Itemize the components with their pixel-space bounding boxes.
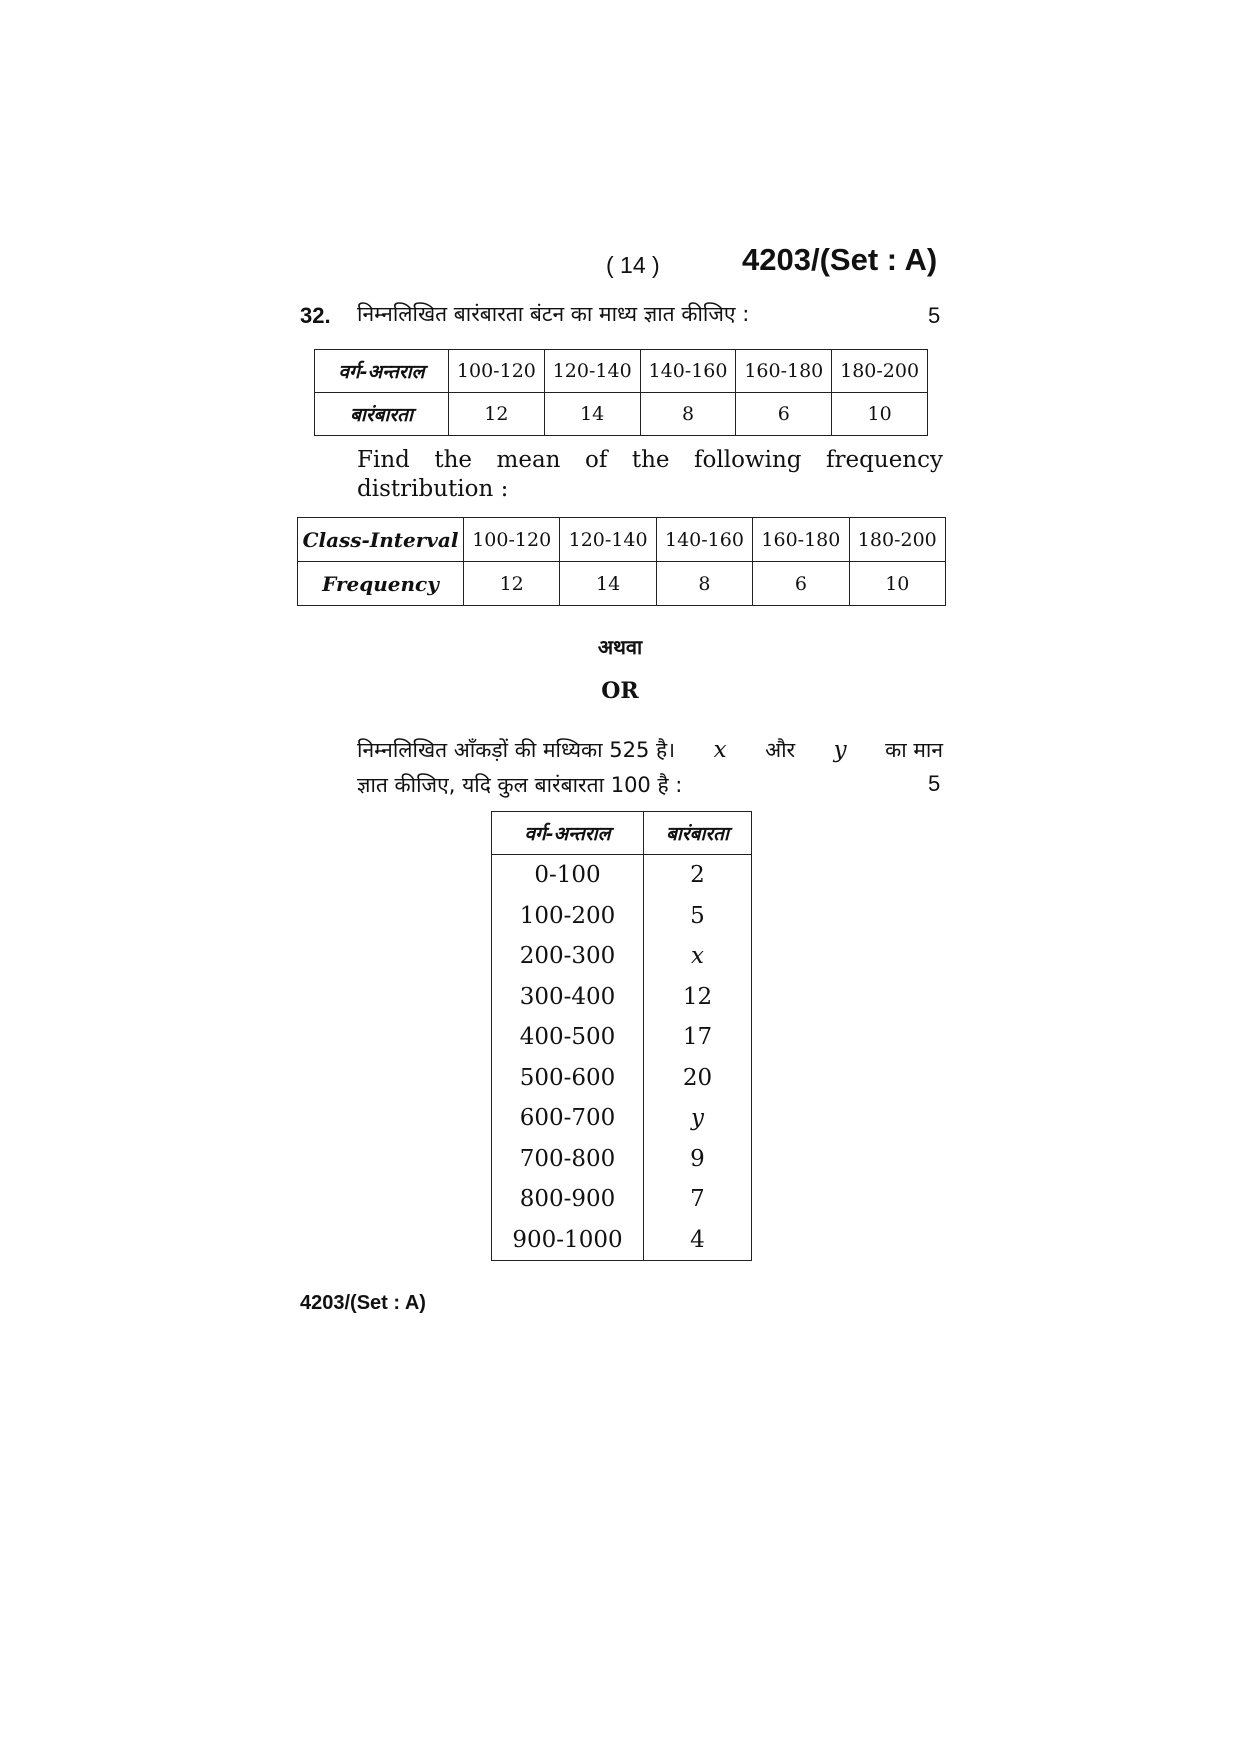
- table-row: [492, 1098, 752, 1139]
- table-cell: 500-600: [492, 1058, 644, 1099]
- or-divider-hindi: अथवा: [597, 635, 643, 659]
- table-header-row: [492, 812, 752, 855]
- table-cell: 300-400: [492, 977, 644, 1018]
- table-row: [492, 855, 752, 896]
- table-cell: 7: [644, 1179, 752, 1220]
- frequency-table-hindi: [314, 349, 928, 436]
- question-number: 32.: [300, 303, 331, 328]
- table-cell: 100-120: [464, 518, 560, 562]
- variable-y: y: [833, 737, 847, 763]
- table-cell: 8: [656, 562, 752, 606]
- table-cell: y: [644, 1098, 752, 1139]
- or-divider-english: OR: [601, 678, 639, 704]
- value-word: का मान: [885, 738, 943, 762]
- table-row: [298, 562, 946, 606]
- table-cell: 100-200: [492, 896, 644, 937]
- table-cell: 120-140: [560, 518, 656, 562]
- column-header-frequency: बारंबारता: [644, 812, 752, 855]
- table-row: [492, 936, 752, 977]
- page-number: ( 14 ): [606, 252, 660, 278]
- question-text-english: Find the mean of the following frequency distribution :: [357, 447, 943, 502]
- question-marks: 5: [928, 303, 941, 328]
- and-word: और: [765, 738, 796, 762]
- table-cell: 200-300: [492, 936, 644, 977]
- table-row: [492, 1139, 752, 1180]
- table-cell: 12: [464, 562, 560, 606]
- table-cell: 9: [644, 1139, 752, 1180]
- alternate-question-line-2: ज्ञात कीजिए, यदि कुल बारंबारता 100 है :: [357, 773, 683, 797]
- table-cell: 20: [644, 1058, 752, 1099]
- paper-code-footer: 4203/(Set : A): [300, 1292, 426, 1314]
- table-cell: 4: [644, 1220, 752, 1261]
- table-cell: 12: [644, 977, 752, 1018]
- table-row: [492, 1017, 752, 1058]
- table-row: [492, 1179, 752, 1220]
- row-header-frequency: Frequency: [298, 562, 464, 606]
- table-cell: 2: [644, 855, 752, 896]
- table-cell: 10: [849, 562, 945, 606]
- table-row: [492, 1220, 752, 1261]
- table-cell: 140-160: [656, 518, 752, 562]
- column-header-class-interval: वर्ग-अन्तराल: [492, 812, 644, 855]
- table-cell: 400-500: [492, 1017, 644, 1058]
- table-cell: 700-800: [492, 1139, 644, 1180]
- table-cell: 180-200: [849, 518, 945, 562]
- table-row: [492, 977, 752, 1018]
- table-cell: 6: [736, 393, 832, 436]
- table-cell: 14: [544, 393, 640, 436]
- table-row: [315, 350, 928, 393]
- table-row: [298, 518, 946, 562]
- table-cell: 0-100: [492, 855, 644, 896]
- table-cell: x: [644, 936, 752, 977]
- table-cell: 17: [644, 1017, 752, 1058]
- table-cell: 10: [832, 393, 928, 436]
- variable-x: x: [713, 737, 727, 763]
- table-row: [492, 896, 752, 937]
- frequency-table-english: [297, 517, 946, 606]
- table-cell: 900-1000: [492, 1220, 644, 1261]
- table-cell: 160-180: [736, 350, 832, 393]
- row-header-class-interval: Class-Interval: [298, 518, 464, 562]
- table-cell: 600-700: [492, 1098, 644, 1139]
- alternate-question-marks: 5: [928, 771, 941, 796]
- table-cell: 120-140: [544, 350, 640, 393]
- paper-code-header: 4203/(Set : A): [742, 242, 938, 277]
- median-statement: निम्नलिखित आँकड़ों की मध्यिका 525 है।: [357, 738, 676, 762]
- table-cell: 8: [640, 393, 736, 436]
- question-text-hindi: निम्नलिखित बारंबारता बंटन का माध्य ज्ञात कीजिए :: [357, 302, 750, 326]
- table-row: [492, 1058, 752, 1099]
- table-cell: 180-200: [832, 350, 928, 393]
- row-header-frequency-hindi: बारंबारता: [315, 393, 449, 436]
- row-header-class-interval-hindi: वर्ग-अन्तराल: [315, 350, 449, 393]
- table-cell: 12: [449, 393, 545, 436]
- table-cell: 800-900: [492, 1179, 644, 1220]
- alternate-question-text: [357, 733, 943, 803]
- table-cell: 5: [644, 896, 752, 937]
- table-cell: 140-160: [640, 350, 736, 393]
- table-cell: 14: [560, 562, 656, 606]
- table-cell: 6: [753, 562, 849, 606]
- table-row: [315, 393, 928, 436]
- table-cell: 100-120: [449, 350, 545, 393]
- alternate-question-line-1: [357, 733, 943, 768]
- median-frequency-table: [491, 811, 752, 1261]
- table-cell: 160-180: [753, 518, 849, 562]
